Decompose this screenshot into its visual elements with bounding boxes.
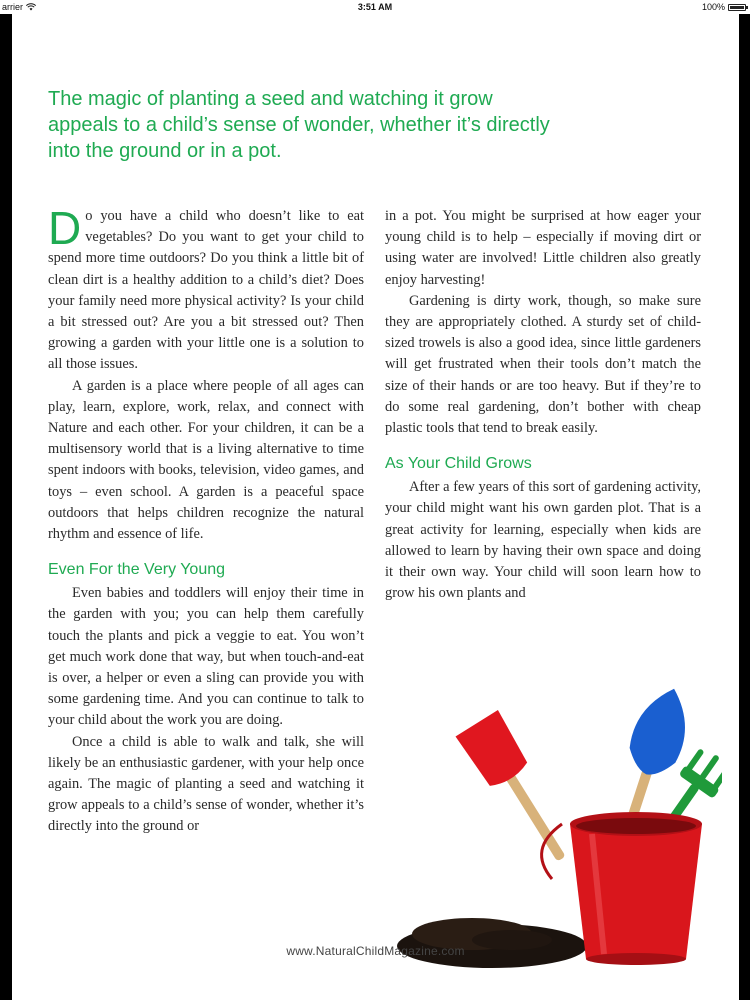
section-heading: As Your Child Grows [385,455,532,473]
paragraph: After a few years of this sort of gardening activity, your child might want his own garden plot. That is a great activity for learning, especially when kids are allowed to learn by having their own space and doing it their own way. Your child will soon learn how to grow his own plants and [385,479,701,602]
right-column [385,206,701,604]
garden-tools-bucket-illustration [392,674,722,974]
drop-cap: D [48,202,82,254]
clock: 3:51 AM [357,2,393,12]
battery-icon [728,4,746,11]
paragraph: in a pot. You might be surprised at how eager your young child is to help – especially if moving dirt or using water are involved! Little children also greatly enjoy harvesting! [385,208,701,288]
magazine-page[interactable] [12,14,739,1000]
left-column [48,202,364,838]
battery-fill [730,6,744,9]
battery-percent: 100% [701,2,725,12]
pull-quote-headline: The magic of planting a seed and watching it grow appeals to a child’s sense of wonder, whether it’s directly into the ground or in a pot. [48,88,550,162]
carrier-label: arrier [2,2,24,12]
paragraph: A garden is a place where people of all ages can play, learn, explore, work, relax, and connect with Nature and each other. For your children, it can be a multisensory world that is a living alternative to time spent indoors with books, television, video games, and toys – even school. A garden is a peaceful space outdoors that helps children recognize the natural rhythm and essence of life. [48,377,364,543]
status-bar [0,0,750,14]
status-right [702,2,746,12]
section-heading: Even For the Very Young [48,561,226,579]
paragraph [48,202,364,376]
paragraph: Gardening is dirty work, though, so make sure they are appropriately clothed. A sturdy set of child-sized trowels is also a good idea, since little gardeners will get frustrated when their tools don’t match the size of their hands or are too heavy. But if they’re to do some real gardening, don’t bother with cheap plastic tools that tend to break easily. [385,292,701,437]
paragraph-text: o you have a child who doesn’t like to eat vegetables? Do you want to get your child to spend more time outdoors? Do you think a little bit of clean dirt is a healthy addition to a child’s diet? Does your family need more physical activity? Is your child a bit stressed out? Are you a bit stressed out? Then growing a garden with your little one is a solution to all those issues. [48,208,364,373]
paragraph: Even babies and toddlers will enjoy their time in the garden with you; you can help them carefully touch the plants and pick a veggie to eat. You won’t get much work done that way, but when touch-and-eat is over, a helper or even a sling can provide you with some gardening time. And you can continue to talk to your child about the work you are doing. [48,585,364,729]
paragraph: Once a child is able to walk and talk, she will likely be an enthusiastic gardener, with your help once again. The magic of planting a seed and watching it grow appeals to a child’s sense of wonder, whether it’s directly into the ground or [48,733,364,835]
red-shovel [456,710,583,872]
footer-url[interactable]: www.NaturalChildMagazine.com [286,944,465,958]
